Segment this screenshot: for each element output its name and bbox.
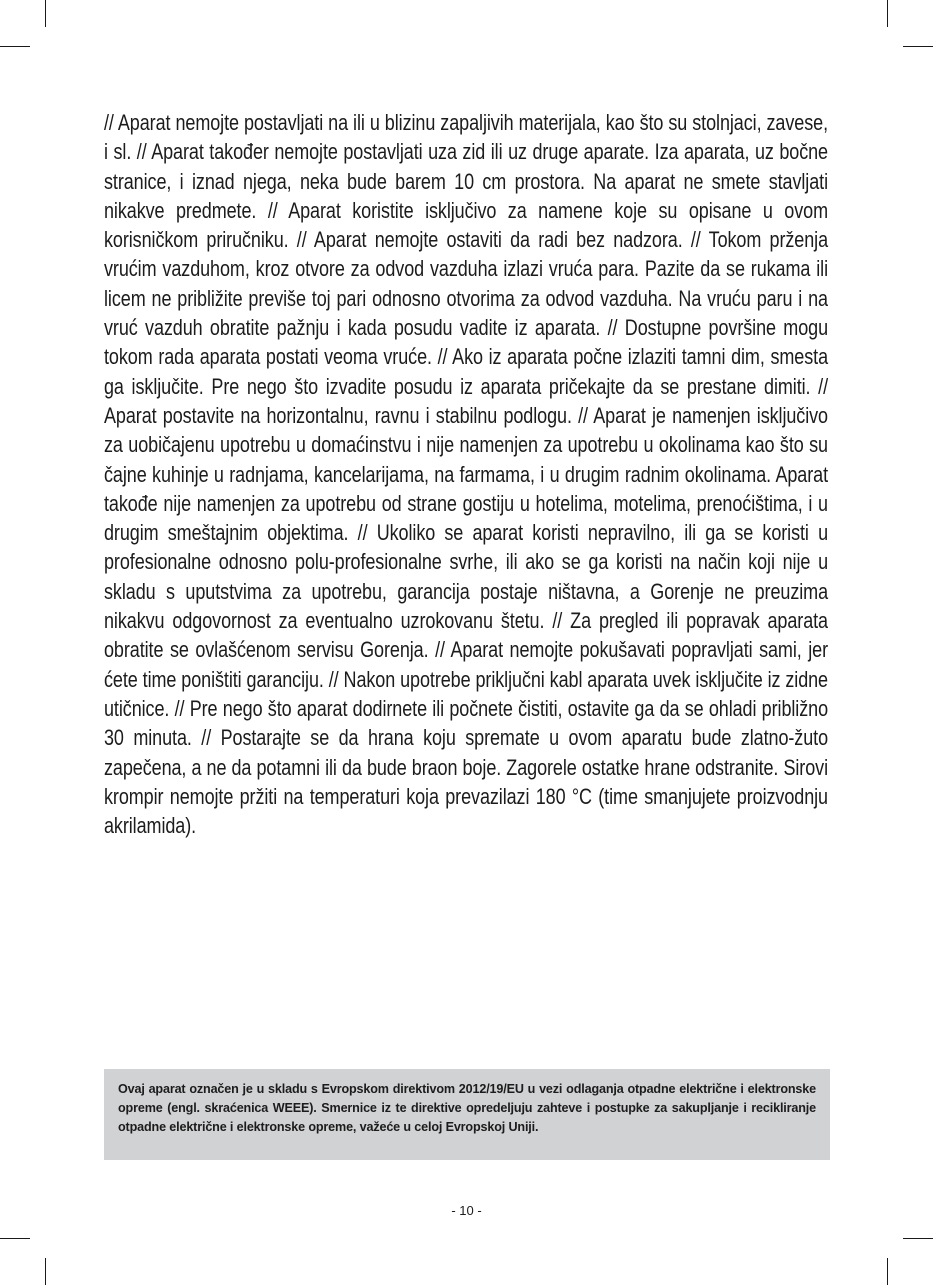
safety-instructions-text: // Aparat nemojte postavljati na ili u blizinu zapaljivih materijala, kao što su stolnjaci, zavese, i sl. // Aparat također nemojte postavljati uza zid ili uz druge aparate. Iza aparata, uz bočne stranice, i iznad njega, neka bude barem 10 cm prostora. Na aparat ne smete stavljati nikakve predmete. // Aparat koristite isključivo za namene koje su opisane u ovom korisničkom priručniku. // Aparat nemojte ostaviti da radi bez nadzora. // Tokom prženja vrućim vazduhom, kroz otvore za odvod vazduha izlazi vruća para. Pazite da se rukama ili licem ne približite previše toj pari odnosno otvorima za odvod vazduha. Na vruću paru i na vruć vazduh obratite pažnju i kada posudu vadite iz aparata. // Dostupne površine mogu tokom rada aparata postati veoma vruće. // Ako iz aparata počne izlaziti tamni dim, smesta ga isključite. Pre nego što izvadite posudu iz aparata pričekajte da se prestane dimiti. // Aparat postavite na horizontalnu, ravnu i stabilnu podlogu. // Aparat je namenjen isključivo za uobičajenu upotrebu u domaćinstvu i nije namenjen za upotrebu u okolinama kao što su čajne kuhinje u radnjama, kancelarijama, na farmama, i u drugim radnim okolinama. Aparat takođe nije namenjen za upotrebu od strane gostiju u hotelima, motelima, prenoćištima, i u drugim smeštajnim objektima. // Ukoliko se aparat koristi nepravilno, ili ga se koristi u profesionalne odnosno polu-profesionalne svrhe, ili ako se ga koristi na način koji nije u skladu s uputstvima za upotrebu, garancija postaje ništavna, a Gorenje ne preuzima nikakvu odgovornost za eventualno uzrokovanu štetu. // Za pregled ili popravak aparata obratite se ovlašćenom servisu Gorenja. // Aparat nemojte pokušavati popravljati sami, jer ćete time poništiti garanciju. // Nakon upotrebe priključni kabl aparata uvek isključite iz zidne utičnice. // Pre nego što aparat dodirnete ili počnete čistiti, ostavite ga da se ohladi približno 30 minuta. // Postarajte se da hrana koju spremate u ovom aparatu bude zlatno-žuto zapečena, a ne da potamni ili da bude braon boje. Zagorele ostatke hrane odstranite. Sirovi krompir nemojte pržiti na temperaturi koja prevazilazi 180 °C (time smanjujete proizvodnju akrilamida).: [104, 110, 828, 839]
crop-mark-bottom-right-vertical: [887, 1258, 888, 1285]
crop-mark-top-left-vertical: [45, 0, 46, 27]
weee-notice-box: [104, 1069, 830, 1160]
crop-mark-top-right-horizontal: [903, 46, 933, 47]
crop-mark-top-left-horizontal: [0, 46, 30, 47]
crop-mark-bottom-left-vertical: [45, 1258, 46, 1285]
weee-notice-text: Ovaj aparat označen je u skladu s Evropskom direktivom 2012/19/EU u vezi odlaganja otpadne električne i elektronske opreme (engl. skraćenica WEEE). Smernice iz te direktive opredeljuju zahteve i postupke za sakupljanje i recikliranje otpadne električne i elektronske opreme, važeće u celoj Evropskoj Uniji.: [118, 1082, 816, 1134]
crop-mark-bottom-left-horizontal: [0, 1238, 30, 1239]
crop-mark-bottom-right-horizontal: [903, 1238, 933, 1239]
crop-mark-top-right-vertical: [887, 0, 888, 27]
page-number: - 10 -: [451, 1203, 482, 1218]
